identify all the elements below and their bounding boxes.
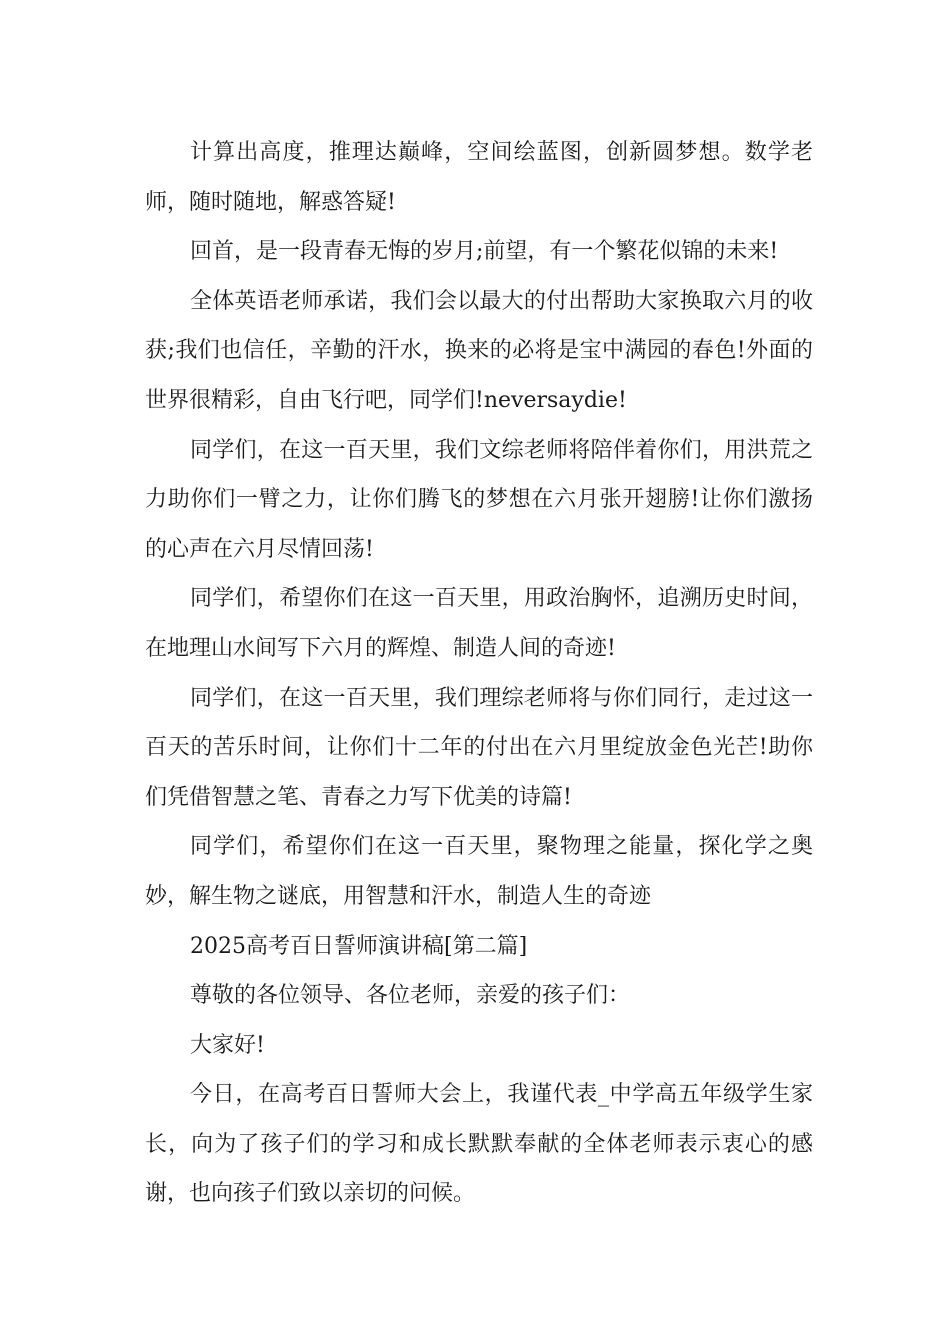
section-title: 2025高考百日誓师演讲稿[第二篇] — [190, 933, 528, 959]
paragraph-parent-speech: 今日，在高考百日誓师大会上，我谨代表_中学高五年级学生家长，向为了孩子们的学习和成长默默奉献的全体老师表示衷心的感谢，也向孩子们致以亲切的问候。 — [145, 1082, 813, 1207]
document-body — [145, 128, 813, 1219]
paragraph-science-teachers: 同学们，在这一百天里，我们理综老师将与你们同行，走过这一百天的苦乐时间，让你们十二年的付出在六月里绽放金色光芒!助你们凭借智慧之笔、青春之力写下优美的诗篇! — [145, 685, 813, 810]
paragraph-english-teachers: 全体英语老师承诺，我们会以最大的付出帮助大家换取六月的收获;我们也信任，辛勤的汗水，换来的必将是宝中满园的春色!外面的世界很精彩，自由飞行吧，同学们!neversaydie! — [145, 288, 813, 413]
greeting: 大家好! — [190, 1032, 265, 1058]
salutation: 尊敬的各位领导、各位老师，亲爱的孩子们： — [190, 983, 631, 1009]
paragraph-math-teacher: 计算出高度，推理达巅峰，空间绘蓝图，创新圆梦想。数学老师，随时随地，解惑答疑! — [145, 140, 813, 215]
paragraph-physics-chemistry-biology: 同学们，希望你们在这一百天里，聚物理之能量，探化学之奥妙，解生物之谜底，用智慧和汗水，制造人生的奇迹 — [145, 834, 813, 909]
paragraph-look-back: 回首，是一段青春无悔的岁月;前望，有一个繁花似锦的未来! — [190, 239, 779, 265]
paragraph-liberal-arts-teachers: 同学们，在这一百天里，我们文综老师将陪伴着你们，用洪荒之力助你们一臂之力，让你们腾飞的梦想在六月张开翅膀!让你们激扬的心声在六月尽情回荡! — [145, 437, 813, 562]
paragraph-politics-history-geography: 同学们，希望你们在这一百天里，用政治胸怀，追溯历史时间，在地理山水间写下六月的辉煌、制造人间的奇迹! — [145, 586, 813, 661]
